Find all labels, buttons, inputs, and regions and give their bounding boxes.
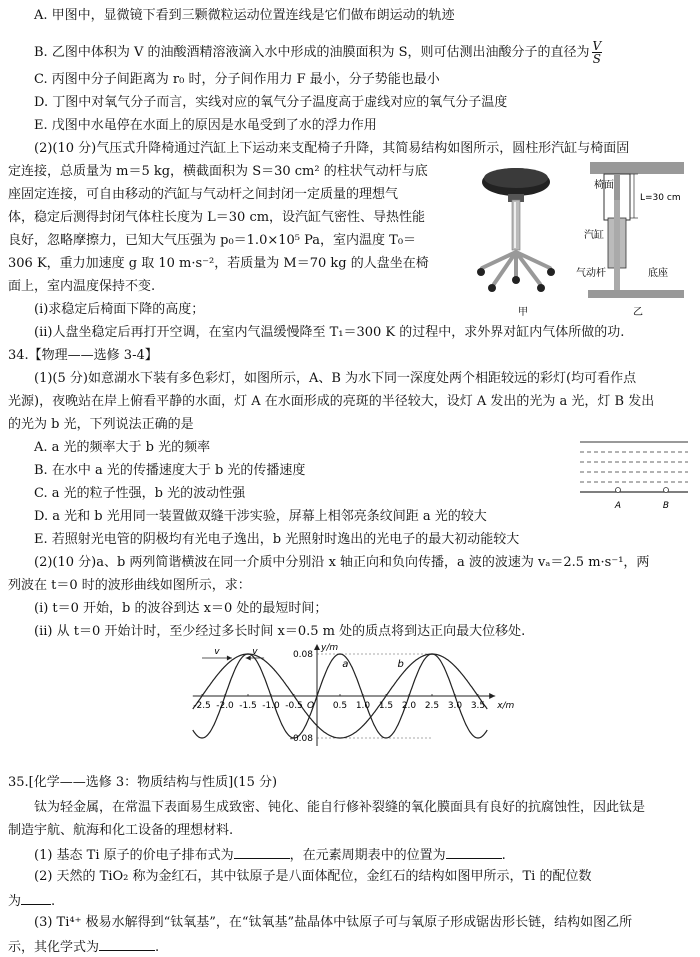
q35-intro: 钛为轻金属，在常温下表面易生成致密、钝化、能自行修补裂缝的氧化膜面具有良好的抗腐蚀性，因此钛是 bbox=[34, 800, 646, 815]
x-tick-label: 1.0 bbox=[355, 701, 371, 711]
q33-2-line: 座固定连接，可自由移动的汽缸与气动杆之间封闭一定质量的理想气 bbox=[8, 187, 399, 202]
chair-figures bbox=[468, 160, 698, 320]
x-tick-label: 0.5 bbox=[332, 701, 348, 711]
fraction-numerator: V bbox=[592, 39, 602, 53]
velocity-arrowhead-a bbox=[227, 656, 232, 661]
stool-illustration bbox=[477, 168, 555, 292]
fraction-denominator: S bbox=[592, 52, 601, 66]
y-tick-label: -0.08 bbox=[289, 734, 313, 744]
option-c-molecular-force: C. 丙图中分子间距离为 r₀ 时，分子间作用力 F 最小，分子势能也最小 bbox=[34, 72, 440, 87]
x-axis-arrow bbox=[489, 693, 495, 699]
y-axis-label: y/m bbox=[321, 643, 339, 653]
option-d-oxygen: D. 丁图中对氧气分子而言，实线对应的氧气分子温度高于虚线对应的氧气分子温度 bbox=[34, 95, 508, 110]
period: . bbox=[501, 848, 506, 863]
label-base: 底座 bbox=[648, 268, 668, 279]
option-a-brownian: A. 甲图中，显微镜下看到三颗微粒运动位置连线是它们做布朗运动的轨迹 bbox=[34, 8, 455, 23]
label-piston-rod: 气动杆 bbox=[576, 268, 606, 279]
q34-2-part-ii: (ⅱ) 从 t＝0 开始计时，至少经过多长时间 x＝0.5 m 处的质点将到达正向最大位移处. bbox=[34, 624, 526, 639]
y-tick-label: 0.08 bbox=[292, 650, 313, 660]
fraction-v-over-s bbox=[592, 40, 603, 65]
q33-2-part-i: (ⅰ)求稳定后椅面下降的高度； bbox=[34, 302, 205, 317]
option-b-oil-film bbox=[34, 40, 602, 65]
x-tick-label: -0.5 bbox=[285, 701, 303, 711]
q35-part-2-text: 为 bbox=[8, 894, 22, 909]
q34-option-b: B. 在水中 a 光的传播速度大于 b 光的传播速度 bbox=[34, 463, 306, 478]
q33-2-stem: (2)(10 分)气压式升降椅通过汽缸上下运动来支配椅子升降，其简易结构如图所示，圆柱形汽缸与椅面固 bbox=[34, 141, 630, 156]
x-tick-label: -1.0 bbox=[262, 701, 280, 711]
origin-label: O bbox=[307, 701, 315, 711]
x-tick-label: 3.5 bbox=[470, 701, 486, 711]
lamp-b bbox=[664, 488, 669, 493]
q35-part-2-cont bbox=[8, 892, 55, 910]
q35-part-1-text: (1) 基态 Ti 原子的价电子排布式为 bbox=[34, 848, 234, 863]
y-axis-arrow bbox=[314, 644, 320, 650]
q34-option-d: D. a 光和 b 光用同一装置做双缝干涉实验，屏幕上相邻亮条纹间距 a 光的较大 bbox=[34, 509, 487, 524]
option-e-water-strider: E. 戊图中水黾停在水面上的原因是水黾受到了水的浮力作用 bbox=[34, 118, 377, 133]
section-34-title: 34.【物理——选修 3-4】 bbox=[8, 348, 158, 363]
q35-intro-line: 制造宇航、航海和化工设备的理想材料. bbox=[8, 823, 234, 838]
label-length: L=30 cm bbox=[640, 193, 681, 203]
q34-2-part-i: (ⅰ) t＝0 开始，b 的波谷到达 x＝0 处的最短时间； bbox=[34, 601, 328, 616]
period: . bbox=[51, 894, 56, 909]
period: . bbox=[155, 940, 160, 955]
q34-2-line: 列波在 t＝0 时的波形曲线如图所示，求： bbox=[8, 578, 251, 593]
lake-lamp-figure bbox=[578, 436, 690, 516]
q33-2-line: 良好，忽略摩擦力，已知大气压强为 p₀＝1.0×10⁵ Pa，室内温度 T₀＝ bbox=[8, 233, 417, 248]
q34-option-c: C. a 光的粒子性强，b 光的波动性强 bbox=[34, 486, 246, 501]
label-yi: 乙 bbox=[633, 307, 643, 318]
q35-part-1-text2: ，在元素周期表中的位置为 bbox=[289, 848, 446, 863]
q35-part-2: (2) 天然的 TiO₂ 称为金红石，其中钛原子是八面体配位，金红石的结构如图甲所示，Ti 的配位数 bbox=[34, 869, 592, 884]
lamp-b-label: B bbox=[662, 501, 670, 511]
x-tick-label: -2.0 bbox=[216, 701, 234, 711]
option-b-text: B. 乙图中体积为 V 的油酸酒精溶液滴入水中形成的油膜面积为 S，则可估测出油酸分子的直径为 bbox=[34, 45, 590, 60]
answer-blank bbox=[99, 938, 155, 951]
q35-part-3-cont bbox=[8, 938, 159, 956]
q33-2-line: 306 K，重力加速度 g 取 10 m·s⁻²，若质量为 M＝70 kg 的人盘坐在椅 bbox=[8, 256, 429, 271]
q33-2-part-ii: (ⅱ)人盘坐稳定后再打开空调，在室内气温缓慢降至 T₁＝300 K 的过程中，求外界对缸内气体所做的功. bbox=[34, 325, 625, 340]
answer-blank bbox=[446, 846, 502, 859]
lamp-a bbox=[616, 488, 621, 493]
x-tick-label: 1.5 bbox=[378, 701, 394, 711]
q35-part-1 bbox=[34, 846, 506, 864]
section-35-title: 35.[化学——选修 3：物质结构与性质](15 分) bbox=[8, 775, 278, 790]
q35-part-3-text: 示，其化学式为 bbox=[8, 940, 100, 955]
q33-2-line: 体，稳定后测得封闭气体柱长度为 L＝30 cm，设汽缸气密性、导热性能 bbox=[8, 210, 426, 225]
label-cylinder: 汽缸 bbox=[584, 230, 604, 241]
series-label-b: b bbox=[397, 659, 404, 671]
q34-option-e: E. 若照射光电管的阴极均有光电子逸出，b 光照射时逸出的光电子的最大初动能较大 bbox=[34, 532, 520, 547]
q33-2-line: 面上，室内温度保持不变. bbox=[8, 279, 156, 294]
q34-1-line: 光源)，夜晚站在岸上俯看平静的水面，灯 A 在水面形成的亮斑的半径较大，设灯 A 发出的光为 a 光，灯 B 发出 bbox=[8, 394, 655, 409]
series-label-a: a bbox=[342, 659, 349, 671]
q34-option-a: A. a 光的频率大于 b 光的频率 bbox=[34, 440, 211, 455]
x-axis-label: x/m bbox=[497, 701, 515, 711]
q33-2-line: 定连接，总质量为 m＝5 kg，横截面积为 S＝30 cm² 的柱状气动杆与底 bbox=[8, 164, 428, 179]
q34-1-stem: (1)(5 分)如意湖水下装有多色彩灯，如图所示，A、B 为水下同一深度处两个相距较远的彩灯(均可看作点 bbox=[34, 371, 637, 386]
x-tick-label: 2.0 bbox=[401, 701, 417, 711]
label-jia: 甲 bbox=[518, 307, 528, 318]
velocity-arrowhead-b bbox=[246, 656, 251, 661]
x-tick-label: -2.5 bbox=[193, 701, 211, 711]
wave-chart bbox=[180, 642, 515, 752]
q34-1-line: 的光为 b 光，下列说法正确的是 bbox=[8, 417, 194, 432]
velocity-label: v bbox=[252, 647, 258, 657]
answer-blank bbox=[234, 846, 290, 859]
q35-part-3: (3) Ti⁴⁺ 极易水解得到“钛氧基”，在“钛氧基”盐晶体中钛原子可与氧原子形成锯齿形长链，结构如图乙所 bbox=[34, 915, 633, 930]
x-tick-label: -1.5 bbox=[239, 701, 257, 711]
answer-blank bbox=[21, 892, 51, 905]
x-tick-label: 2.5 bbox=[424, 701, 440, 711]
lamp-a-label: A bbox=[614, 501, 622, 511]
x-tick-label: 3.0 bbox=[447, 701, 463, 711]
q34-2-stem: (2)(10 分)a、b 两列简谐横波在同一介质中分别沿 x 轴正向和负向传播，a 波的波速为 vₐ＝2.5 m·s⁻¹，两 bbox=[34, 555, 650, 570]
label-seat: 椅面 bbox=[594, 180, 614, 191]
velocity-label: v bbox=[214, 647, 220, 657]
